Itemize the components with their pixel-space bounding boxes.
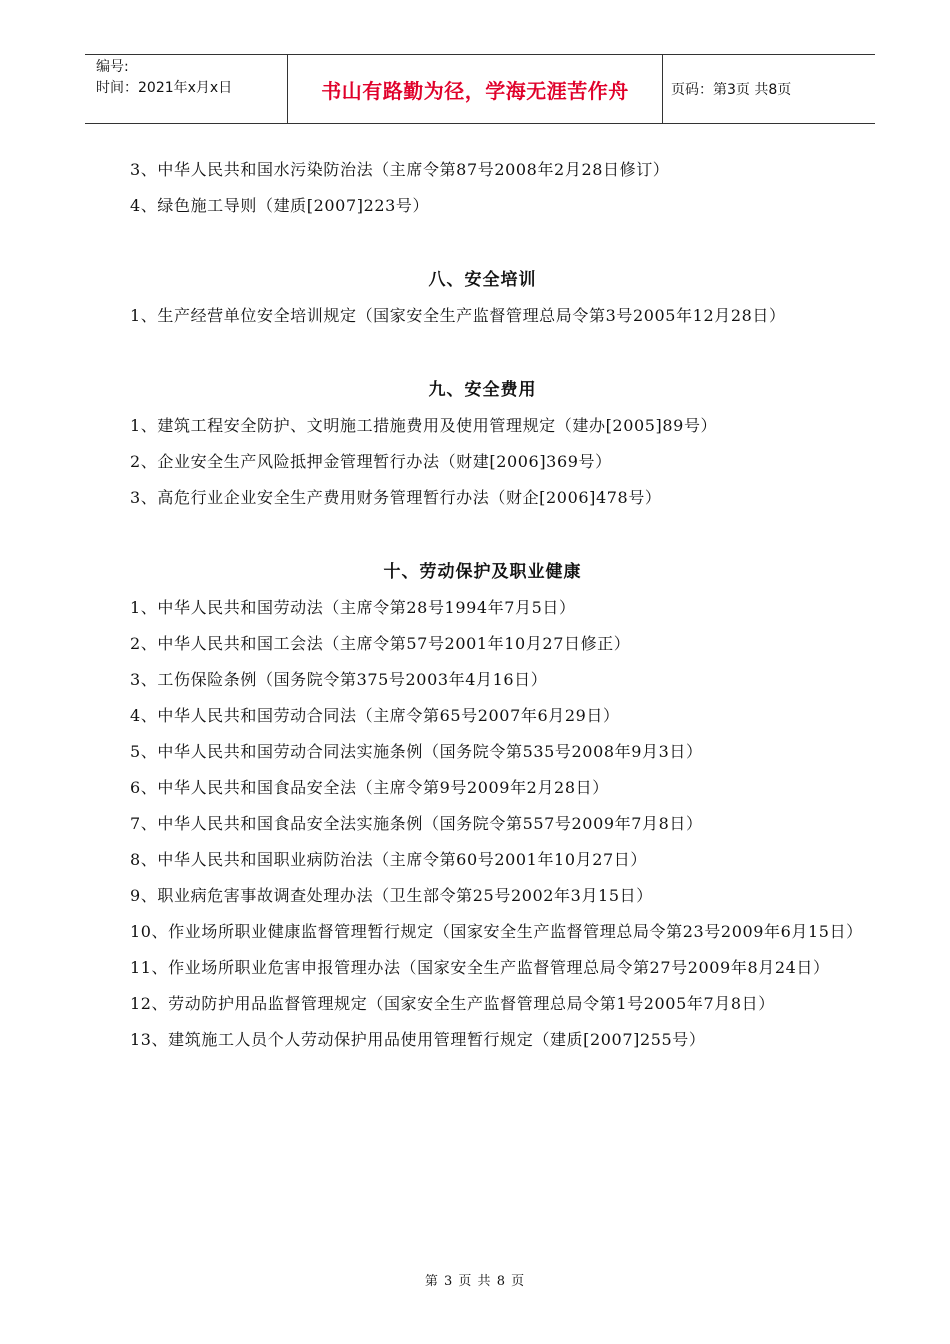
list-item: 13、建筑施工人员个人劳动保护用品使用管理暂行规定（建质[2007]255号） <box>130 1030 706 1049</box>
list-item: 1、建筑工程安全防护、文明施工措施费用及使用管理规定（建办[2005]89号） <box>130 416 718 435</box>
header-motto: 书山有路勤为径，学海无涯苦作舟 <box>287 55 663 123</box>
list-item: 2、中华人民共和国工会法（主席令第57号2001年10月27日修正） <box>130 634 631 653</box>
list-item: 8、中华人民共和国职业病防治法（主席令第60号2001年10月27日） <box>130 850 647 869</box>
header-page-number: 页码：第3页 共8页 <box>671 82 792 98</box>
document-body <box>100 152 865 1058</box>
list-item: 11、作业场所职业危害申报管理办法（国家安全生产监督管理总局令第27号2009年8月24日） <box>130 958 830 977</box>
list-item: 4、中华人民共和国劳动合同法（主席令第65号2007年6月29日） <box>130 706 620 725</box>
list-item: 5、中华人民共和国劳动合同法实施条例（国务院令第535号2008年9月3日） <box>130 742 703 761</box>
list-item: 4、绿色施工导则（建质[2007]223号） <box>130 196 430 215</box>
section-title-safety-costs: 九、安全费用 <box>428 380 537 400</box>
list-item: 12、劳动防护用品监督管理规定（国家安全生产监督管理总局令第1号2005年7月8日） <box>130 994 775 1013</box>
list-item: 3、中华人民共和国水污染防治法（主席令第87号2008年2月28日修订） <box>130 160 670 179</box>
list-item: 2、企业安全生产风险抵押金管理暂行办法（财建[2006]369号） <box>130 452 612 471</box>
document-time-label: 时间：2021年x月x日 <box>96 80 233 96</box>
document-number-label: 编号: <box>96 59 129 75</box>
list-item: 3、高危行业企业安全生产费用财务管理暂行办法（财企[2006]478号） <box>130 488 662 507</box>
list-item: 6、中华人民共和国食品安全法（主席令第9号2009年2月28日） <box>130 778 609 797</box>
list-item: 10、作业场所职业健康监督管理暂行规定（国家安全生产监督管理总局令第23号2009年6月15日） <box>130 922 863 941</box>
list-item: 7、中华人民共和国食品安全法实施条例（国务院令第557号2009年7月8日） <box>130 814 703 833</box>
list-item: 1、生产经营单位安全培训规定（国家安全生产监督管理总局令第3号2005年12月28日） <box>130 306 786 325</box>
list-item: 3、工伤保险条例（国务院令第375号2003年4月16日） <box>130 670 548 689</box>
page-footer: 第 3 页 共 8 页 <box>424 1274 526 1289</box>
list-item: 1、中华人民共和国劳动法（主席令第28号1994年7月5日） <box>130 598 576 617</box>
page-header <box>85 54 875 124</box>
header-left-cell <box>85 55 287 123</box>
list-item: 9、职业病危害事故调查处理办法（卫生部令第25号2002年3月15日） <box>130 886 653 905</box>
section-title-labor-protection: 十、劳动保护及职业健康 <box>383 562 582 582</box>
section-title-safety-training: 八、安全培训 <box>428 270 537 290</box>
